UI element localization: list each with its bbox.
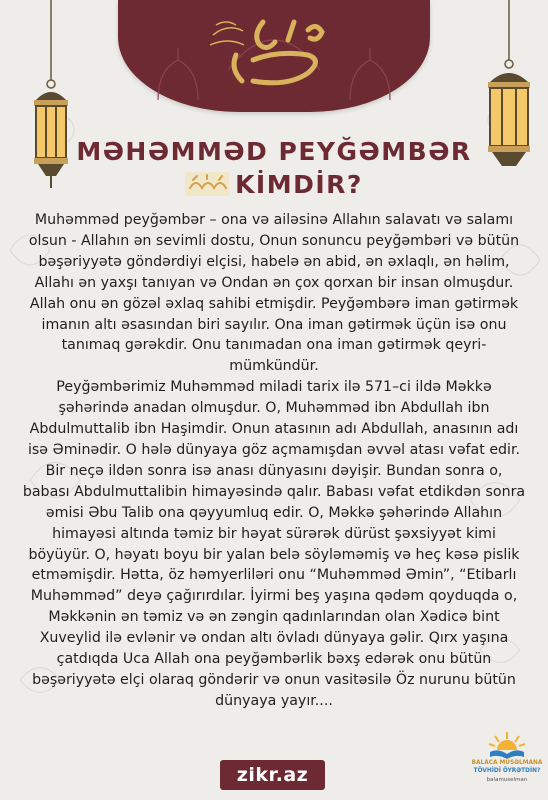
brand-line1: BALACA MÜSƏLMANA: [471, 760, 543, 766]
brand-logo: [468, 730, 546, 798]
salawat-calligraphy-icon: [185, 172, 229, 196]
page-title-line2: [0, 170, 548, 199]
page-title-line1: MƏHƏMMƏD PEYĞƏMBƏR: [76, 137, 472, 166]
sunrise-book-icon: [486, 730, 528, 760]
article-paragraph-2: Peyğəmbərimiz Muhəmməd miladi tarix ilə 571–ci ildə Məkkə şəhərində anadan olmuşdur. O, Muhəmməd ibn Abdullah ibn Abdulmuttalib ibn Haşimdir. Onun atasının adı Abdullah, anasının adı isə Əminədir. O hələ dünyaya göz açmamışdan əvvəl atası vəfat edir. Bir neçə ildən sonra isə anası dünyasını dəyişir. Bundan sonra o, babası Abdulmuttalibin himayəsində qalır. Babası vəfat etdikdən sonra əmisi Əbu Talib ona qəyyumluq edir. O, Məkkə şəhərində Allahın himayəsi altında təmiz bir həyat sürərək dürüst şəxsiyyət kimi böyüyür. O, həyatı boyu bir yalan belə söyləməmiş və heç kəsə pislik etməmişdir. Hətta, öz həmyerliləri onu “Muhəmməd Əmin”, “Etibarlı Muhəmməd” deyə çağırırdılar. İyirmi beş yaşına qədəm qoyduqda o, Məkkənin ən təmiz və ən zəngin qadınlarından olan Xədicə bint Xuveylid ilə evlənir və ondan altı övladı dünyaya gəlir. Qırx yaşına çatdıqda Uca Allah ona peyğəmbərlik bəxş edərək onu bütün bəşəriyyətə elçi olaraq göndərir və onun vasitəsilə Öz nurunu bütün dünyaya yayır....: [22, 379, 526, 709]
page-title-line2-text: KİMDİR?: [235, 170, 363, 199]
brand-line2: TÖVHİDİ ÖYRƏTDİN?: [473, 768, 541, 774]
article-paragraph-1: Muhəmməd peyğəmbər – ona və ailəsinə Allahın salavatı və salamı olsun - Allahın ən sevimli dostu, Onun sonuncu peyğəmbəri və bütün bəşəriyyətə göndərdiyi elçisi, habelə ən abid, ən əxlaqlı, ən həlim, Allahı ən yaxşı tanıyan və Ondan ən çox qorxan bir insan olmuşdur. Allah onu ən gözəl əxlaq sahibi etmişdir. Peyğəmbərə iman gətirmək imanın altı əsasından biri sayılır. Ona iman gətirmək üçün isə onu tanımaq gərəkdir. Onu tanımadan ona iman gətirmək qeyri-mümkündür.: [28, 212, 520, 375]
article-body: [20, 210, 528, 712]
header-arch-banner: [118, 0, 430, 112]
muhammad-calligraphy-icon: [118, 0, 430, 112]
site-link-button[interactable]: zikr.az: [220, 760, 325, 790]
brand-handle: balamuselman: [486, 777, 528, 783]
